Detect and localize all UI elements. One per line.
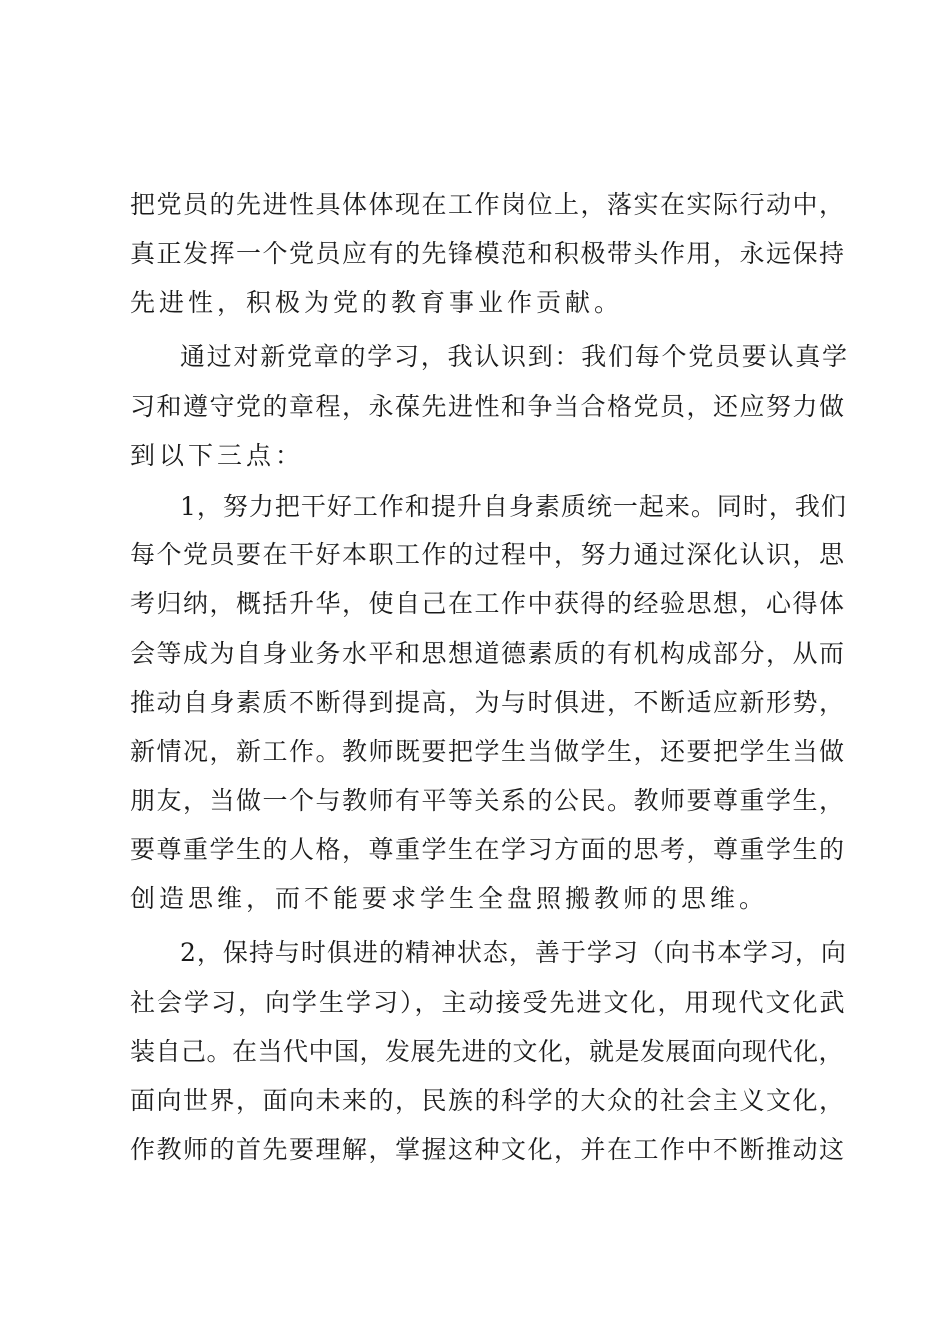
paragraph-3-line-4: 会等成为自身业务水平和思想道德素质的有机构成部分，从而	[130, 639, 846, 668]
paragraph-4-line-3: 装自己。在当代中国，发展先进的文化，就是发展面向现代化，	[130, 1037, 845, 1066]
paragraph-2-line-3: 到以下三点：	[130, 441, 305, 470]
paragraph-3-line-7: 朋友，当做一个与教师有平等关系的公民。教师要尊重学生，	[130, 786, 846, 815]
paragraph-3-line-1: 1，努力把干好工作和提升自身素质统一起来。同时，我们	[180, 492, 847, 521]
paragraph-4-line-2: 社会学习，向学生学习），主动接受先进文化，用现代文化武	[130, 988, 847, 1017]
paragraph-1-line-3: 先进性，积极为党的教育事业作贡献。	[130, 288, 624, 317]
paragraph-4-line-5: 作教师的首先要理解，掌握这种文化，并在工作中不断推动这	[130, 1135, 846, 1164]
paragraph-2-line-2: 习和遵守党的章程，永葆先进性和争当合格党员，还应努力做	[130, 392, 846, 421]
paragraph-3-line-6: 新情况，新工作。教师既要把学生当做学生，还要把学生当做	[130, 737, 846, 766]
paragraph-4-line-4: 面向世界，面向未来的，民族的科学的大众的社会主义文化，	[130, 1086, 846, 1115]
paragraph-3-line-3: 考归纳，概括升华，使自己在工作中获得的经验思想，心得体	[130, 589, 846, 618]
paragraph-4-line-1: 2，保持与时俱进的精神状态，善于学习（向书本学习，向	[180, 938, 847, 967]
paragraph-1-line-1: 把党员的先进性具体体现在工作岗位上，落实在实际行动中，	[130, 190, 846, 219]
paragraph-3-line-2: 每个党员要在干好本职工作的过程中，努力通过深化认识，思	[130, 540, 846, 569]
paragraph-2-line-1: 通过对新党章的学习，我认识到：我们每个党员要认真学	[180, 342, 849, 371]
paragraph-3-line-8: 要尊重学生的人格，尊重学生在学习方面的思考，尊重学生的	[130, 835, 846, 864]
paragraph-1-line-2: 真正发挥一个党员应有的先锋模范和积极带头作用，永远保持	[130, 239, 846, 268]
paragraph-3-line-5: 推动自身素质不断得到提高，为与时俱进，不断适应新形势，	[130, 688, 846, 717]
paragraph-3-line-9: 创造思维，而不能要求学生全盘照搬教师的思维。	[130, 884, 769, 913]
